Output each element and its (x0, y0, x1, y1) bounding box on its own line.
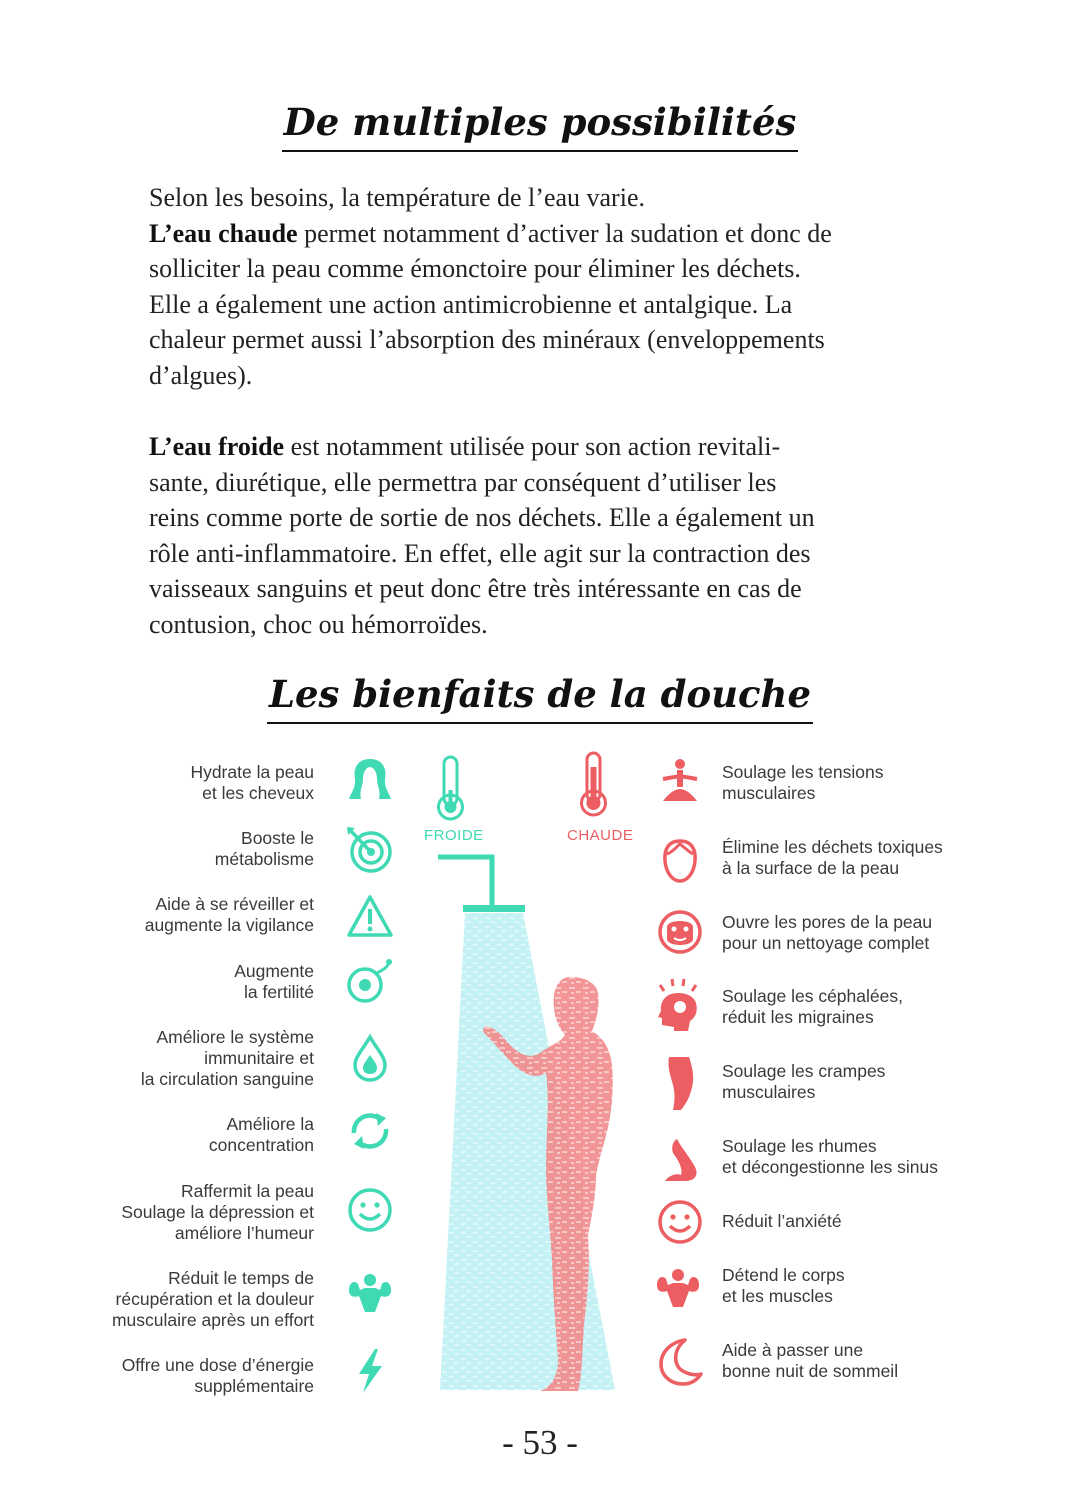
nose-icon (655, 1135, 705, 1185)
cold-thermometer-icon (439, 757, 463, 819)
cold-benefit-label: Améliore le système immunitaire et la circulation sanguine (140, 1027, 314, 1089)
target-icon (345, 825, 395, 875)
lightning-icon (345, 1346, 395, 1396)
cycle-arrows-icon (345, 1106, 395, 1156)
cold-benefit-label: Booste le métabolisme (214, 828, 314, 869)
cold-benefit-label: Hydrate la peau et les cheveux (190, 762, 314, 803)
hot-benefit-label: Élimine les déchets toxiques à la surface de la peau (722, 837, 943, 878)
paragraph-cold-water: L’eau froide est notamment utilisée pour son action revitali- sante, diurétique, elle permettra par conséquent d’utiliser les reins comme porte de sortie de nos déchets. Elle a également un rôle anti-inflammatoire. En effet, elle agit sur la contraction des vaisseaux sanguins et peut donc être très intéressante en cas de contusion, choc ou hémorroïdes. (149, 432, 815, 639)
smile-icon (655, 1197, 705, 1247)
face-icon (655, 836, 705, 886)
infographic-title: Les bienfaits de la douche (0, 672, 1080, 724)
section-title: De multiples possibilités (0, 100, 1080, 152)
hot-benefit-label: Soulage les tensions musculaires (722, 762, 884, 803)
warning-icon (345, 892, 395, 942)
cold-benefit-label: Aide à se réveiller et augmente la vigilance (144, 894, 314, 935)
shower-head-icon (438, 857, 525, 912)
yoga-icon (655, 757, 705, 807)
hot-label: CHAUDE (567, 827, 634, 844)
cold-benefit-label: Offre une dose d’énergie supplémentaire (121, 1355, 314, 1396)
face-mask-icon (655, 907, 705, 957)
smile-icon (345, 1185, 395, 1235)
hot-benefit-label: Soulage les crampes musculaires (722, 1061, 886, 1102)
hot-benefit-label: Soulage les rhumes et décongestionne les sinus (722, 1136, 938, 1177)
hot-benefit-label: Aide à passer une bonne nuit de sommeil (722, 1340, 899, 1381)
muscle-icon (345, 1270, 395, 1320)
hot-benefit-label: Détend le corps et les muscles (722, 1265, 845, 1306)
egg-sperm-icon (345, 957, 395, 1007)
leg-icon (655, 1055, 705, 1111)
cold-benefit-label: Réduit le temps de récupération et la douleur musculaire après un effort (111, 1268, 314, 1330)
moon-icon (655, 1336, 705, 1386)
muscle-icon (648, 1265, 708, 1315)
cold-benefit-label: Améliore la concentration (208, 1114, 314, 1155)
cold-benefit-label: Augmente la fertilité (234, 961, 314, 1002)
hot-thermometer-icon (582, 753, 606, 815)
headache-icon (652, 975, 708, 1031)
page-number: - 53 - (502, 1423, 578, 1462)
cold-benefit-label: Raffermit la peau Soulage la dépression et améliore l’humeur (121, 1181, 314, 1243)
cold-label: FROIDE (424, 827, 484, 844)
hair-icon (345, 755, 395, 805)
hot-benefit-label: Soulage les céphalées, réduit les migraines (722, 986, 903, 1027)
paragraph-hot-water: Selon les besoins, la température de l’eau varie. L’eau chaude permet notamment d’activer la sudation et donc de solliciter la peau comme émonctoire pour éliminer les déchets. Elle a également une action antimicrobienne et antalgique. La chaleur permet aussi l’absorption des minéraux (enveloppements d’algues). (149, 183, 832, 390)
hot-benefit-label: Ouvre les pores de la peau pour un nettoyage complet (722, 912, 933, 953)
hot-benefit-label: Réduit l’anxiété (722, 1211, 842, 1231)
drop-icon (345, 1033, 395, 1083)
